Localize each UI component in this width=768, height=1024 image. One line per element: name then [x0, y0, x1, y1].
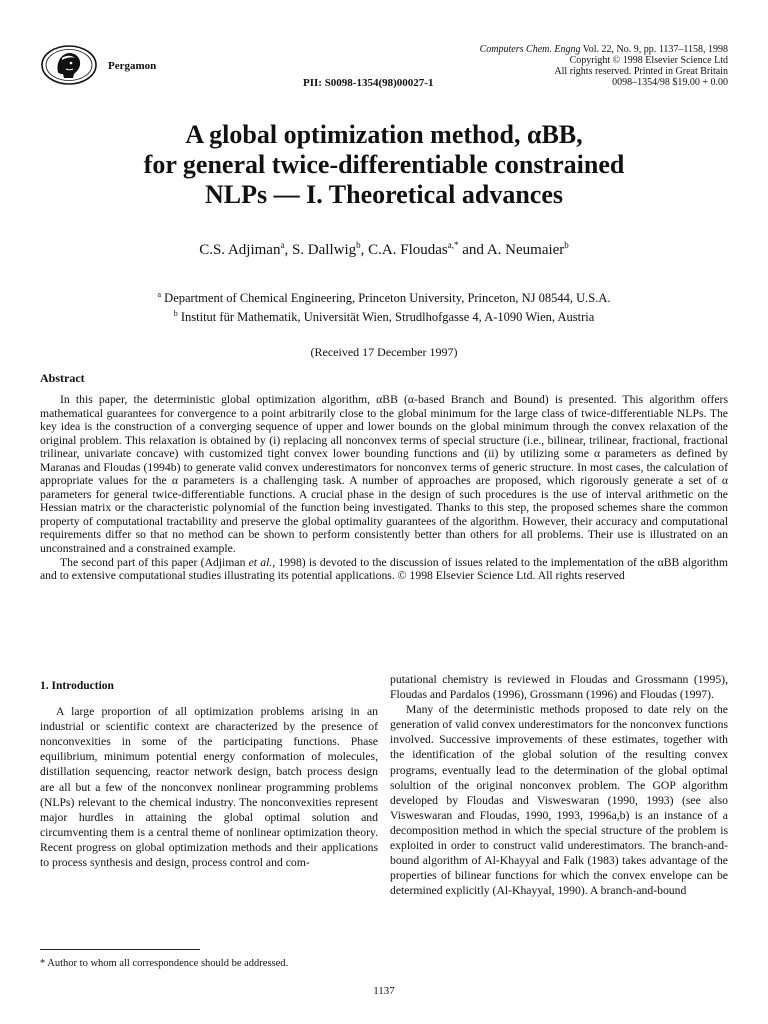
- body-paragraph: putational chemistry is reviewed in Floudas and Grossmann (1995), Floudas and Pardalos (1996), Grossmann (1996) and Floudas (1997).: [390, 673, 728, 702]
- copyright-line: Copyright © 1998 Elsevier Science Ltd: [569, 55, 728, 66]
- affiliation-text: Institut für Mathematik, Universität Wien, Strudlhofgasse 4, A-1090 Wien, Austria: [177, 310, 595, 325]
- journal-volume: Vol. 22, No. 9, pp. 1137–1158, 1998: [580, 44, 728, 55]
- body-paragraph: A large proportion of all optimization problems arising in an industrial or scientific context are characterized by the presence of nonconvexities in some of the participating functions. Phase equilibrium, minimum potential energy conformation of molecules, distillation sequencing, reactor network design, batch process design are all but a few of the nonconvex nonlinear programming problems (NLPs) relevant to the chemical industry. The nonconvexities represent major hurdles in attaining the global optimal solution and circumventing them is a central theme of nonlinear optimization theory. Recent progress on global optimization methods and their applications to process synthesis and design, process control and com-: [40, 705, 378, 870]
- affiliation-mark: a: [157, 290, 162, 299]
- author-affiliation-mark: a: [280, 240, 285, 250]
- affiliation-text: Department of Chemical Engineering, Princeton University, Princeton, NJ 08544, U.S.A.: [161, 291, 611, 306]
- page-number: 1137: [373, 985, 395, 997]
- abstract-paragraph: In this paper, the deterministic global optimization algorithm, αBB (α-based Branch and Bound) is presented. This algorithm offers mathematical guarantees for convergence to a point arbitrarily close to the global minimum for the large class of twice-differentiable NLPs. The key idea is the construction of a converging sequence of upper and lower bounds on the global minimum through the convex relaxation of the original problem. This relaxation is obtained by (i) replacing all nonconvex terms of special structure (i.e., bilinear, trilinear, fractional, fractional trilinear, univariate concave) with customized tight convex lower bounding functions and (ii) by utilizing some α parameters as defined by Maranas and Floudas (1994b) to generate valid convex underestimators for nonconvex terms of generic structure. In most cases, the calculation of appropriate values for the α parameters is a challenging task. A number of approaches are proposed, which rigorously generate a set of α parameters for general twice-differentiable functions. A crucial phase in the design of such procedures is the use of interval arithmetic on the Hessian matrix or the characteristic polynomial of the function being investigated. Thanks to this step, the proposed schemes share the common property of computational tractability and preserve the global optimality guarantees of the algorithm. However, their accuracy and computational requirements differ so that no method can be shown to perform consistently better than others for all problems. Their use is illustrated on an unconstrained and a constrained example.: [40, 393, 728, 556]
- body-column-left: [40, 679, 378, 870]
- body-column-right: [390, 672, 728, 898]
- abstract-body: [40, 393, 728, 583]
- author-name: C.A. Floudas: [368, 242, 448, 258]
- abstract-paragraph: [40, 556, 728, 583]
- rights-line: All rights reserved. Printed in Great Britain: [554, 66, 728, 77]
- affiliation-line: [40, 306, 728, 325]
- author-name: S. Dallwig: [291, 242, 357, 258]
- price-line: 0098–1354/98 $19.00 + 0.00: [612, 77, 728, 88]
- author-separator: ,: [360, 242, 369, 258]
- abstract-heading: Abstract: [40, 371, 85, 385]
- abstract-text: The second part of this paper (Adjiman: [60, 555, 249, 569]
- journal-citation: [368, 44, 728, 55]
- received-date: (Received 17 December 1997): [310, 345, 458, 359]
- journal-name: Computers Chem. Engng: [479, 44, 581, 55]
- body-paragraph: Many of the deterministic methods proposed to date rely on the generation of valid convex underestimators for the nonconvex functions involved. Successive improvements of these estimates, together with the identification of the global solution of the resulting convex programs, eventually lead to the determination of the global optimal solultion of the original nonconvex problem. The GOP algorithm developed by Floudas and Visweswaran (1990, 1993) (see also Visweswaran and Floudas, 1990, 1993, 1996a,b) is an instance of a decomposition method in which the special structure of the problem is exploited in order to construct valid underestimators. The branch-and-bound algorithm of Al-Khayyal and Falk (1983) takes advantage of the properties of bilinear functions for which the convex envelope can be determined explicitly (Al-Khayyal, 1990). A branch-and-bound: [390, 703, 728, 898]
- affiliations: [40, 287, 728, 325]
- publisher-name: Pergamon: [108, 60, 157, 72]
- affiliation-line: [40, 287, 728, 306]
- author-affiliation-mark: a,*: [447, 240, 459, 250]
- abstract-italic-text: et al.: [248, 555, 273, 569]
- author-name: C.S. Adjiman: [199, 242, 281, 258]
- author-list: [40, 240, 728, 259]
- paper-title: [40, 120, 728, 210]
- author-separator: and: [458, 242, 487, 258]
- pii-identifier: PII: S0098-1354(98)00027-1: [303, 77, 434, 89]
- author-affiliation-mark: b: [356, 240, 361, 250]
- abstract-text: , 1998) is devoted to the discussion of issues related to the implementation of the αBB algorithm and to extensive computational studies illustrating its potential applications. © 1998 Elsevier Science Ltd. All rights reserved: [40, 555, 728, 583]
- author-name: A. Neumaier: [486, 242, 565, 258]
- title-line: A global optimization method, αBB,: [185, 120, 583, 149]
- section-heading: 1. Introduction: [40, 680, 114, 692]
- footnote: * Author to whom all correspondence should be addressed.: [40, 958, 289, 969]
- footnote-divider: [40, 949, 200, 950]
- title-line: for general twice-differentiable constrained: [143, 150, 625, 179]
- affiliation-mark: b: [173, 309, 178, 319]
- author-separator: ,: [284, 242, 292, 258]
- title-line: NLPs — I. Theoretical advances: [205, 180, 563, 209]
- pergamon-logo-icon: [40, 44, 98, 86]
- author-affiliation-mark: b: [564, 240, 569, 250]
